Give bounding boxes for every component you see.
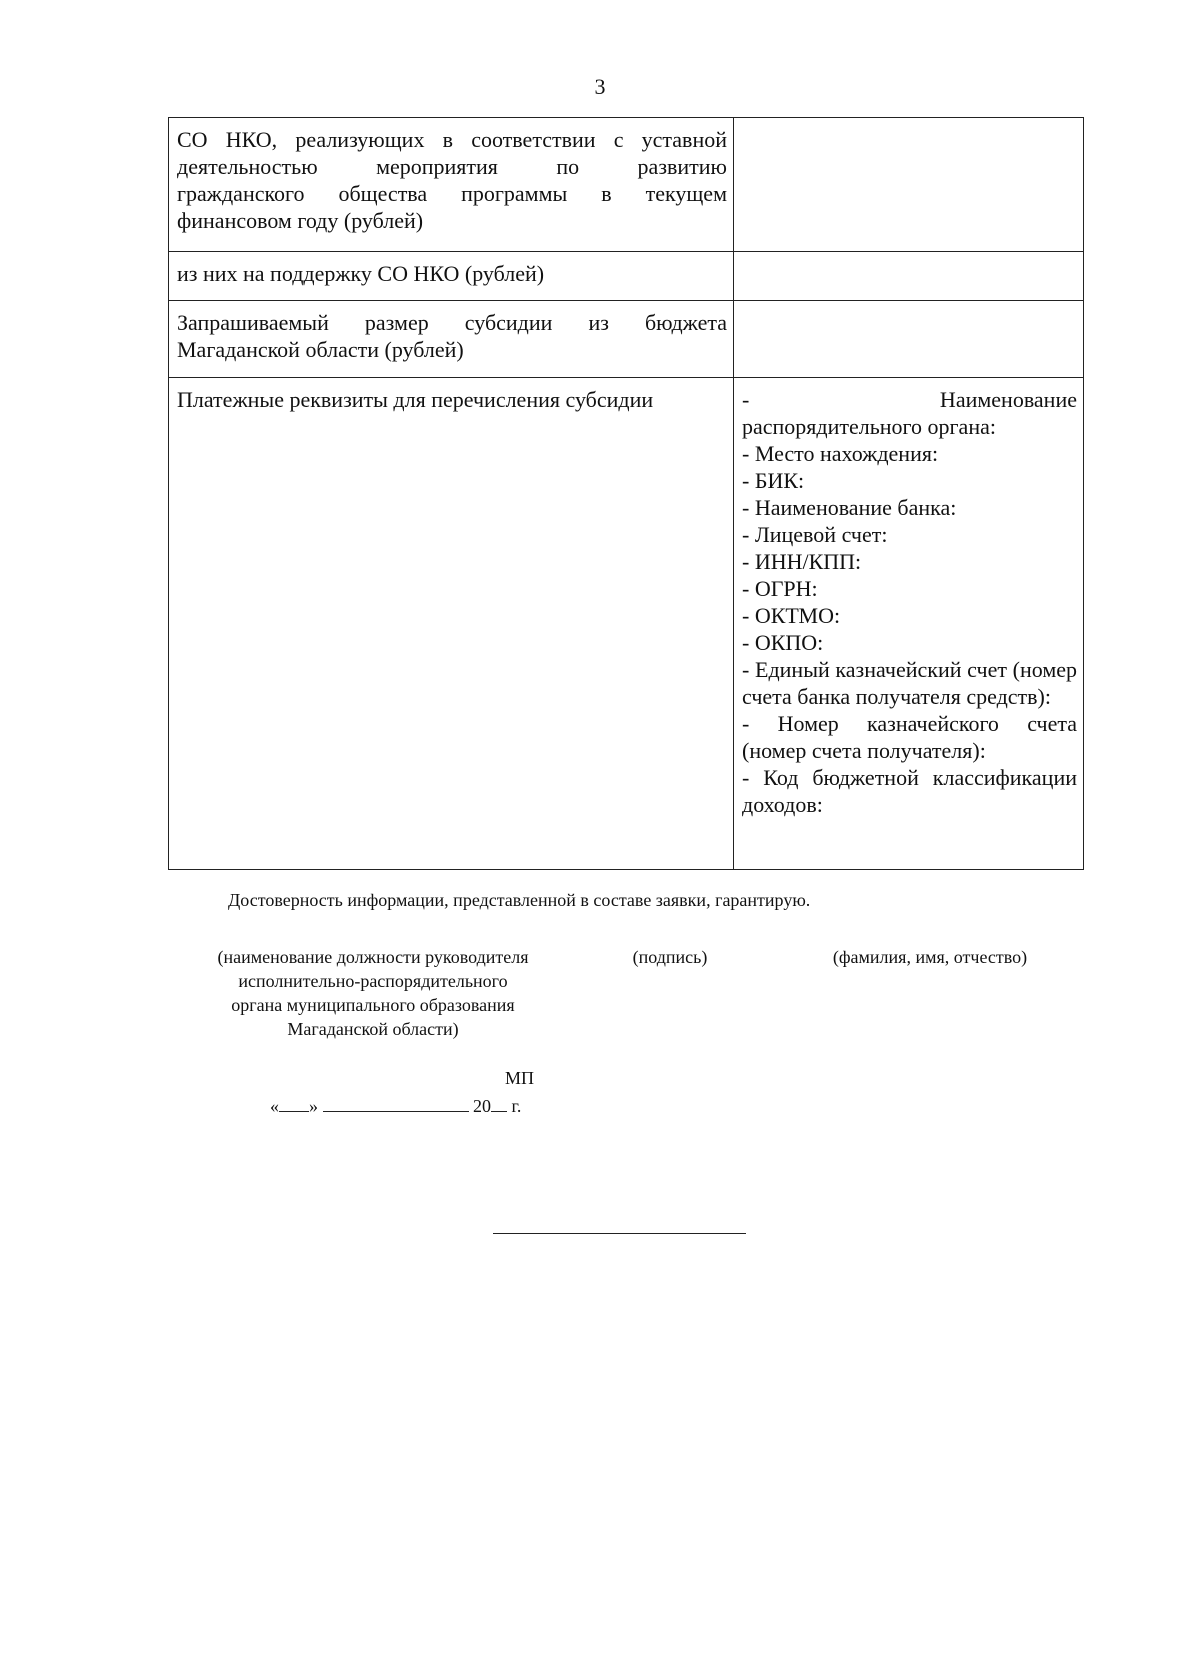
row-value-sonko-support (734, 252, 1084, 301)
day-blank (279, 1093, 309, 1112)
table-row (169, 252, 1084, 301)
row-label-payment-details (169, 378, 734, 870)
position-caption (172, 945, 574, 1041)
date-line (270, 1093, 521, 1117)
position-caption-line: (наименование должности руководителя (217, 947, 529, 967)
row-label-line: из них на поддержку СО НКО (рублей) (177, 261, 545, 286)
requisite-item: - ОКПО: (742, 630, 824, 655)
position-caption-line: органа муниципального образования (231, 995, 515, 1015)
requisite-item: - Наименование распорядительного органа: (742, 387, 1077, 439)
row-label-line: Запрашиваемый размер субсидии из бюджета (177, 310, 727, 335)
year-prefix: 20 (473, 1096, 491, 1116)
page-number: 3 (594, 74, 606, 99)
year-suffix: г. (511, 1096, 522, 1116)
table-row (169, 118, 1084, 252)
row-label-sonko-support (169, 252, 734, 301)
requisite-item: - Место нахождения: (742, 441, 939, 466)
row-label-line: гражданского общества программы в текущем (177, 181, 727, 206)
requisite-item: - Наименование банка: (742, 495, 957, 520)
fio-caption: (фамилия, имя, отчество) (832, 947, 1028, 967)
table-row (169, 378, 1084, 870)
requisite-item: - ОГРН: (742, 576, 818, 601)
row-label-line: деятельностью мероприятия по развитию (177, 154, 727, 179)
payment-requisites-list (734, 378, 1084, 870)
date-open-quote: « (270, 1096, 279, 1116)
row-value-requested-subsidy (734, 301, 1084, 378)
requisite-item: - ОКТМО: (742, 603, 841, 628)
stamp-place-label: МП (505, 1068, 535, 1088)
requisite-item: - ИНН/КПП: (742, 549, 862, 574)
row-label-line: Платежные реквизиты для перечисления субсидии (177, 387, 654, 412)
table-row (169, 301, 1084, 378)
requisite-item: - Номер казначейского счета (номер счета получателя): (742, 711, 1077, 763)
requisite-item: - Код бюджетной классификации доходов: (742, 765, 1077, 817)
requisite-item: - Лицевой счет: (742, 522, 888, 547)
row-label-requested-subsidy (169, 301, 734, 378)
month-blank (323, 1093, 469, 1112)
end-of-document-rule (493, 1233, 746, 1234)
requisite-item: - Единый казначейский счет (номер счета банка получателя средств): (742, 657, 1077, 709)
row-label-line: финансовом году (рублей) (177, 208, 424, 233)
position-caption-line: Магаданской области) (287, 1019, 459, 1039)
row-value-sonko-programs (734, 118, 1084, 252)
position-caption-line: исполнительно-распорядительного (238, 971, 508, 991)
row-label-line: СО НКО, реализующих в соответствии с уставной (177, 127, 727, 152)
year-blank (491, 1093, 507, 1112)
date-close-quote: » (309, 1096, 318, 1116)
row-label-line: Магаданской области (рублей) (177, 337, 464, 362)
row-label-sonko-programs (169, 118, 734, 252)
guarantee-statement: Достоверность информации, представленной в составе заявки, гарантирую. (228, 890, 811, 910)
application-table (168, 117, 1084, 870)
signature-caption: (подпись) (632, 947, 708, 967)
requisite-item: - БИК: (742, 468, 805, 493)
